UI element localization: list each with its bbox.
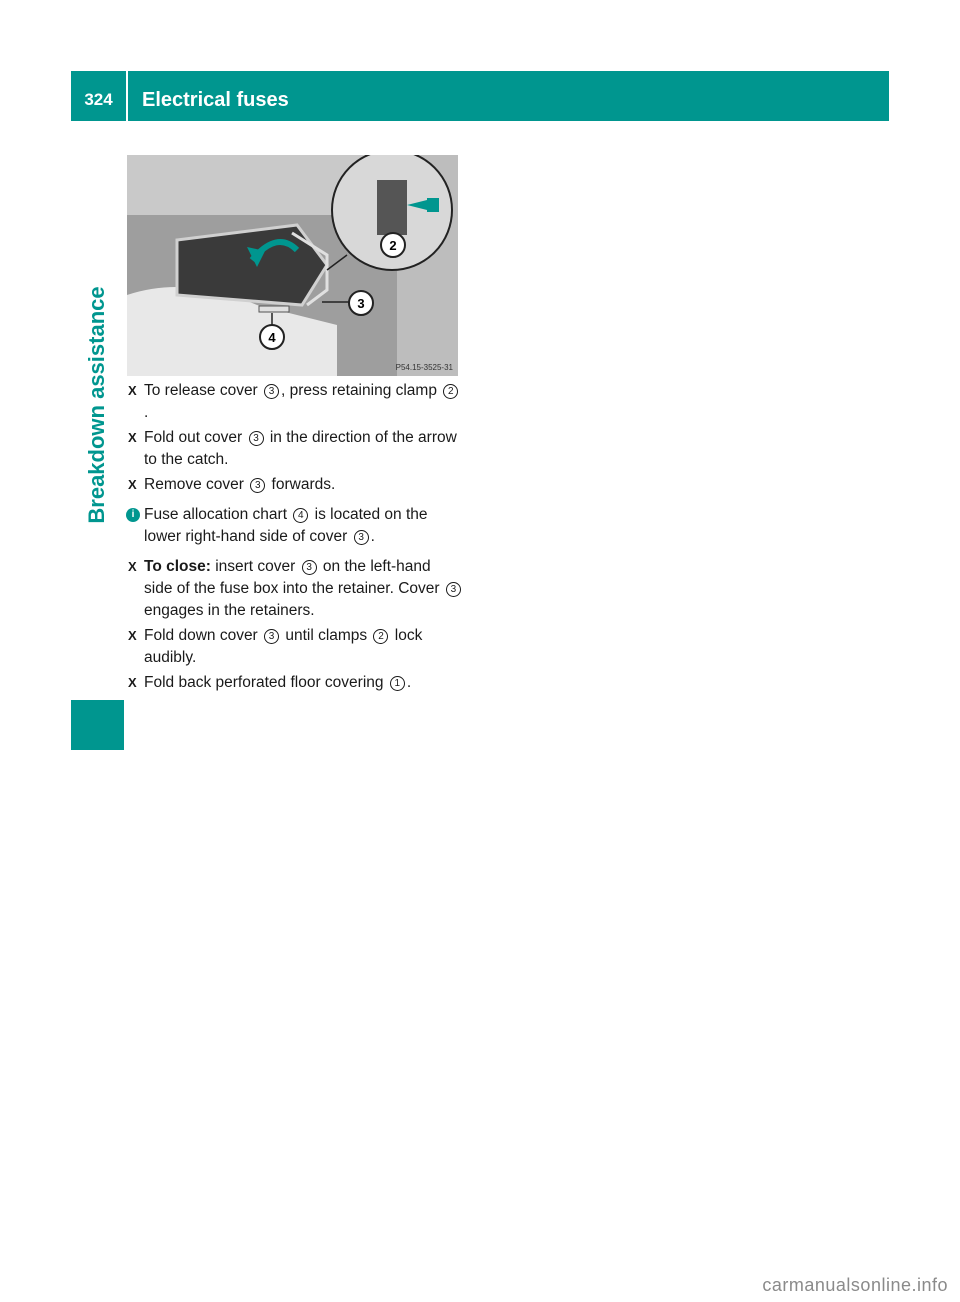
step-text: To release cover [144, 382, 263, 399]
step [128, 556, 463, 622]
info-text: is located on the lower right-hand side of cover [144, 506, 428, 545]
info-text: Fuse allocation chart [144, 506, 292, 523]
step [128, 474, 463, 496]
circled-number: 3 [264, 629, 279, 644]
instructions [128, 380, 463, 697]
step [128, 380, 463, 424]
step-bullet-icon: X [128, 477, 137, 492]
circled-number: 2 [373, 629, 388, 644]
circled-number: 3 [446, 582, 461, 597]
step-label: To close: [144, 558, 211, 575]
watermark: carmanualsonline.info [762, 1275, 948, 1295]
circled-number: 4 [293, 508, 308, 523]
step-bullet-icon: X [128, 675, 137, 690]
circled-number: 3 [249, 431, 264, 446]
step-text: insert cover [210, 558, 300, 575]
step-bullet-icon: X [128, 383, 137, 398]
callout-4: 4 [268, 330, 276, 345]
step-text: Fold down cover [144, 627, 263, 644]
circled-number: 3 [250, 478, 265, 493]
step-text: , press retaining clamp [281, 382, 442, 399]
page-number: 324 [71, 71, 128, 121]
info-text: . [370, 528, 375, 545]
fuse-box-illustration [127, 155, 458, 376]
step-text: Fold out cover [144, 429, 247, 446]
info-note [128, 504, 463, 548]
figure-code: P54.15-3525-31 [395, 363, 453, 372]
step-text: until clamps [281, 627, 372, 644]
step [128, 672, 463, 694]
circled-number: 1 [390, 676, 405, 691]
step [128, 625, 463, 669]
chapter-label: Breakdown assistance [84, 286, 109, 524]
step-text: lock audibly. [144, 627, 423, 666]
circled-number: 3 [354, 530, 369, 545]
step-text: on the left-hand side of the fuse box into the retainer. Cover [144, 558, 444, 597]
circled-number: 3 [264, 384, 279, 399]
step-text: in the direction of the arrow to the catch. [144, 429, 457, 468]
step [128, 427, 463, 471]
step-bullet-icon: X [128, 559, 137, 574]
step-text: . [406, 674, 412, 691]
circled-number: 3 [302, 560, 317, 575]
step-text: engages in the retainers. [144, 602, 315, 619]
step-text: forwards. [267, 476, 336, 493]
section-title: Electrical fuses [142, 89, 289, 111]
circled-number: 2 [443, 384, 458, 399]
info-icon: i [126, 508, 140, 522]
step-bullet-icon: X [128, 628, 137, 643]
callout-3: 3 [357, 296, 365, 311]
step-bullet-icon: X [128, 430, 137, 445]
step-text: Fold back perforated floor covering [144, 674, 388, 691]
page-header [71, 71, 889, 121]
callout-2: 2 [389, 238, 397, 253]
step-text: Remove cover [144, 476, 249, 493]
step-text: . [144, 404, 149, 421]
side-tab-marker [71, 700, 124, 750]
